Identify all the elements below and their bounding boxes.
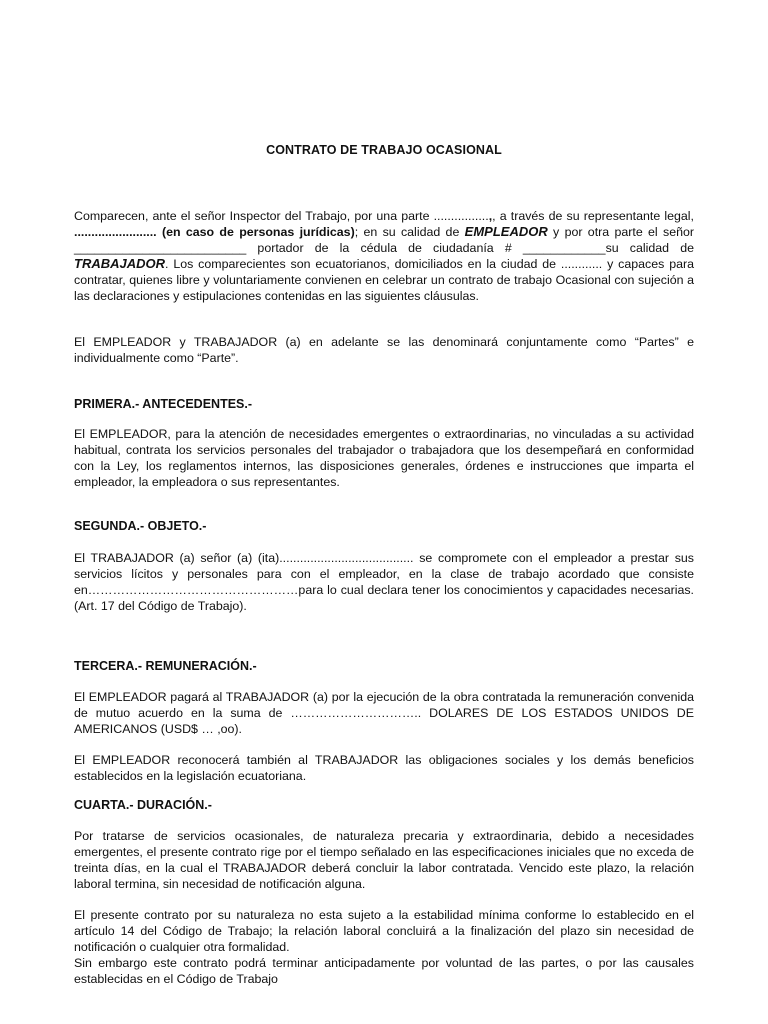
section-heading-segunda: SEGUNDA.- OBJETO.-: [74, 519, 207, 533]
intro-part4: y por otra parte el señor _________________________ portador de la cédula de ciudadanía # ____________su calidad de: [74, 225, 694, 255]
intro-part2: , a través de su representante legal,: [492, 209, 694, 223]
intro-part3: ; en su calidad de: [354, 225, 465, 239]
section-segunda-paragraph: El TRABAJADOR (a) señor (a) (ita)....................................... se compromete con el empleador a prestar sus servicios lícitos y personales para con el empleador, en la clase de trabajo acordado que consiste en……………………………………………para lo cual declara tener los conocimientos y capacidades necesarias. (Art. 17 del Código de Trabajo).: [74, 551, 694, 613]
intro-empleador: EMPLEADOR: [464, 224, 548, 239]
section-heading-cuarta: CUARTA.- DURACIÓN.-: [74, 798, 212, 812]
intro-trabajador: TRABAJADOR: [74, 256, 165, 271]
intro-part5: . Los comparecientes son ecuatorianos, domiciliados en la ciudad de ............ y capaces para contratar, quienes libre y voluntariamente convienen en celebrar un contrato de trabajo Ocasional con sujeción a las declaraciones y estipulaciones contenidas en las siguientes cláusulas.: [74, 257, 694, 303]
intro-part1: Comparecen, ante el señor Inspector del Trabajo, por una parte ................: [74, 209, 489, 223]
section-cuarta-paragraph-3: Sin embargo este contrato podrá terminar anticipadamente por voluntad de las partes, o por las causales establecidas en el Código de Trabajo: [74, 956, 694, 986]
section-tercera-paragraph-1: El EMPLEADOR pagará al TRABAJADOR (a) por la ejecución de la obra contratada la remuneración convenida de mutuo acuerdo en la suma de ………………………….. DOLARES DE LOS ESTADOS UNIDOS DE AMERICANOS (USD$ … ,oo).: [74, 690, 694, 736]
parties-paragraph: El EMPLEADOR y TRABAJADOR (a) en adelante se las denominará conjuntamente como “Partes” e individualmente como “Parte”.: [74, 335, 694, 365]
intro-paragraph: [74, 208, 694, 304]
intro-dots: ........................: [74, 225, 157, 239]
document-title: CONTRATO DE TRABAJO OCASIONAL: [266, 143, 502, 157]
section-cuarta-paragraph-1: Por tratarse de servicios ocasionales, de naturaleza precaria y extraordinaria, debido a necesidades emergentes, el presente contrato rige por el tiempo señalado en las especificaciones iniciales que no exceda de treinta días, en la cual el TRABAJADOR deberá concluir la labor contratada. Vencido este plazo, la relación laboral termina, sin necesidad de notificación alguna.: [74, 829, 694, 891]
intro-comma: ,: [488, 209, 493, 223]
section-tercera-paragraph-2: El EMPLEADOR reconocerá también al TRABAJADOR las obligaciones sociales y los demás beneficios establecidos en la legislación ecuatoriana.: [74, 753, 694, 783]
section-primera-paragraph: El EMPLEADOR, para la atención de necesidades emergentes o extraordinarias, no vinculadas a su actividad habitual, contrata los servicios personales del trabajador o trabajadora que los desempeñará en conformidad con la Ley, los reglamentos internos, las disposiciones generales, órdenes e instrucciones que imparta el empleador, la empleadora o sus representantes.: [74, 427, 694, 489]
intro-bold-note: (en caso de personas jurídicas): [156, 225, 355, 239]
section-heading-tercera: TERCERA.- REMUNERACIÓN.-: [74, 659, 257, 673]
section-cuarta-paragraph-2: El presente contrato por su naturaleza no esta sujeto a la estabilidad mínima conforme lo establecido en el artículo 14 del Código de Trabajo; la relación laboral concluirá a la finalización del plazo sin necesidad de notificación o cualquier otra formalidad.: [74, 908, 694, 954]
section-heading-primera: PRIMERA.- ANTECEDENTES.-: [74, 397, 253, 411]
